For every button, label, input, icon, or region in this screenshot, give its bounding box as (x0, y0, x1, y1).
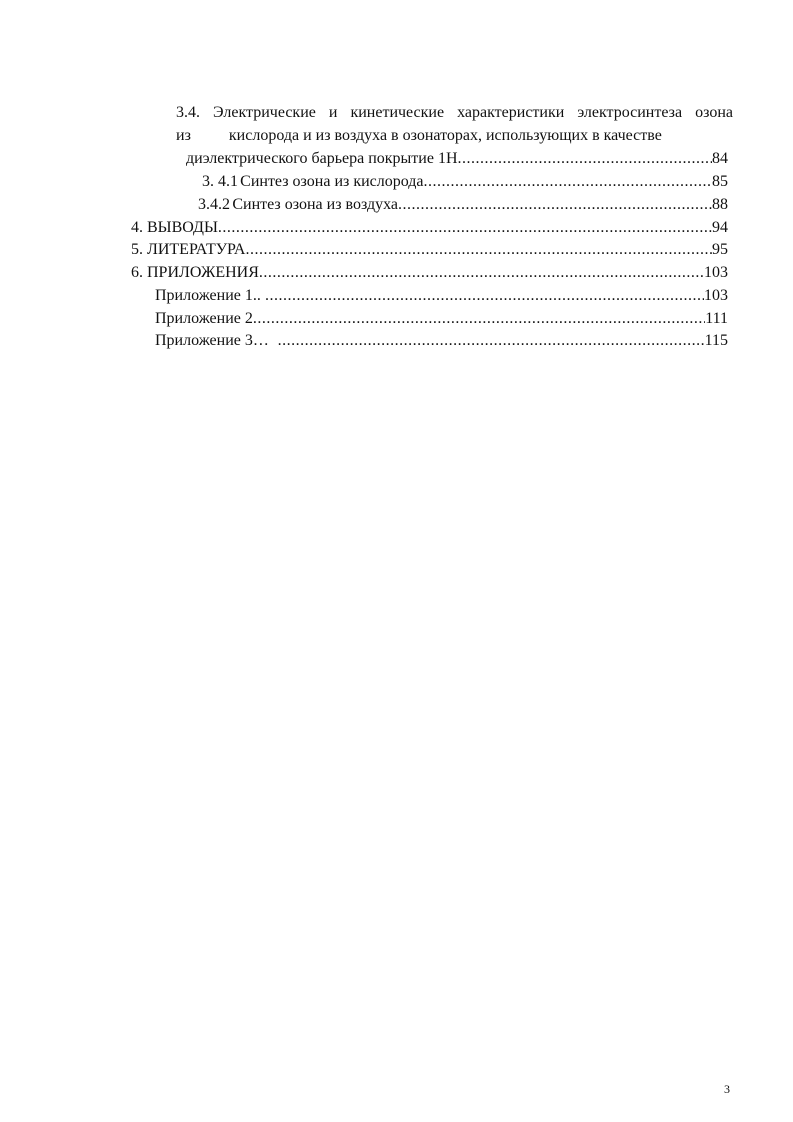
toc-entry-appendix-2 (155, 309, 728, 329)
toc-entry-3-4-line1: 3.4. Электрические и кинетические характеристики электросинтеза озона (176, 104, 733, 121)
toc-entry-title: Приложение 1.. (155, 287, 261, 304)
toc-entry-title: 5. ЛИТЕРАТУРА (131, 241, 246, 258)
page-number: 3 (724, 1082, 730, 1096)
toc-page-number: 85 (712, 173, 728, 190)
toc-entry-title: диэлектрического барьера покрытие 1Н (186, 150, 458, 167)
toc-entry-title: Приложение 3… (155, 332, 269, 349)
toc-entry-3-4-line2-prefix: из (176, 127, 191, 144)
toc-entry-title: 4. ВЫВОДЫ (131, 219, 218, 236)
toc-entry-3-4-2 (198, 195, 728, 215)
toc-entry-appendix-1 (155, 286, 728, 306)
toc-entry-number: 3.4.2 (198, 196, 230, 213)
toc-page-number: 111 (705, 310, 728, 327)
leader-dots (278, 331, 705, 351)
leader-dots (265, 286, 704, 306)
toc-entry-number: 3. 4.1 (202, 173, 238, 190)
toc-entry-title: Синтез озона из кислорода (240, 173, 424, 190)
toc-page-number: 95 (712, 241, 728, 258)
toc-entry-title: Синтез озона из воздуха (232, 196, 399, 213)
toc-entry-title: 6. ПРИЛОЖЕНИЯ (131, 264, 259, 281)
leader-dots (253, 309, 705, 329)
toc-entry-3-4-line3 (186, 149, 728, 169)
toc-entry-6 (131, 263, 728, 283)
toc-entry-3-4-line2 (176, 126, 696, 146)
toc-page-number: 94 (712, 219, 728, 236)
toc-page-number: 84 (712, 150, 728, 167)
toc-page-number: 88 (712, 196, 728, 213)
toc-entry-title: Приложение 2 (155, 310, 253, 327)
toc-entry-appendix-3 (155, 331, 728, 351)
leader-dots (458, 149, 713, 169)
leader-dots (424, 172, 712, 192)
toc-page-number: 115 (704, 332, 728, 349)
leader-dots (245, 240, 712, 260)
toc-entry-3-4-line2-text: кислорода и из воздуха в озонаторах, использующих в качестве (228, 127, 662, 144)
leader-dots (398, 195, 712, 215)
leader-dots (218, 218, 712, 238)
toc-entry-4 (131, 218, 728, 238)
toc-entry-3-4-1 (202, 172, 728, 192)
toc-page-number: 103 (704, 287, 728, 304)
toc-entry-5 (131, 240, 728, 260)
leader-dots (259, 263, 704, 283)
toc-page-number: 103 (704, 264, 728, 281)
